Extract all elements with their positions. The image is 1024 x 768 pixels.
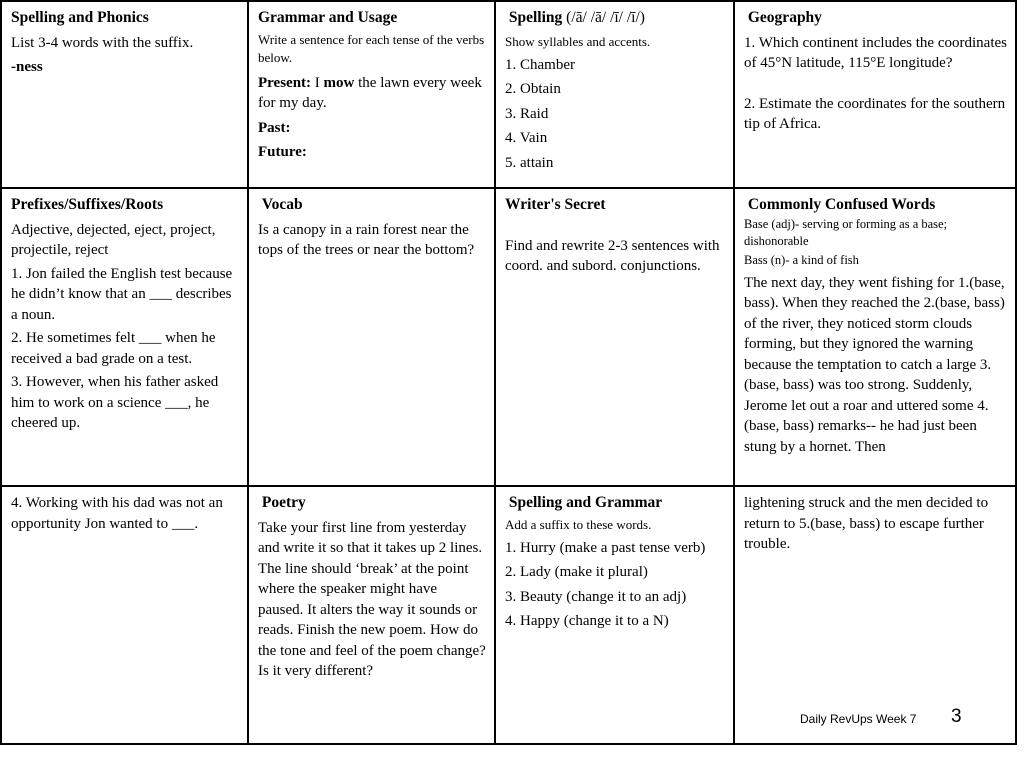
cell-title	[744, 8, 1009, 29]
present-verb: mow	[323, 74, 355, 91]
spelling-word: 5. attain	[505, 154, 554, 171]
instruction-text: Show syllables and accents.	[505, 33, 651, 49]
cell-title: Writer's Secret	[505, 196, 606, 213]
cell-title: Prefixes/Suffixes/Roots	[11, 196, 164, 213]
exercise-item: 1. Hurry (make a past tense verb)	[505, 539, 706, 556]
past-label: Past:	[258, 119, 291, 136]
suffix-text: -ness	[11, 59, 43, 75]
page-number: 3	[951, 706, 962, 727]
spelling-sounds: (/ā/ /ā/ /ī/ /ī/)	[562, 9, 645, 26]
sentence-item: 2. He sometimes felt ___ when he received a bad grade on a test.	[11, 330, 216, 367]
poetry-title: Poetry	[261, 494, 306, 511]
exercise-item: 4. Happy (change it to a N)	[505, 613, 669, 629]
spelling-word: 4. Vain	[505, 130, 548, 146]
confused-title: Commonly Confused Words	[747, 196, 936, 213]
spelling-grammar-title: Spelling and Grammar	[508, 494, 663, 511]
present-line	[258, 73, 486, 114]
definition-text: Bass (n)- a kind of fish	[744, 252, 859, 267]
spelling-title: Spelling	[508, 9, 563, 26]
cell-title	[505, 493, 725, 514]
present-text-post: the lawn every week for my day.	[258, 74, 482, 111]
instruction-text: List 3-4 words with the suffix.	[11, 34, 194, 51]
prefixes-suffixes-roots-cell	[2, 189, 247, 485]
sentence-item: 3. However, when his father asked him to work on a science ___, he cheered up.	[11, 374, 219, 431]
present-text-pre: I	[311, 74, 324, 91]
instruction-text: Add a suffix to these words.	[505, 516, 652, 532]
grammar-usage-cell	[249, 2, 494, 187]
passage-text: lightening struck and the men decided to return to 5.(base, bass) to escape further trouble.	[744, 495, 989, 552]
commonly-confused-words-cell	[735, 189, 1017, 485]
spelling-phonics-cell	[2, 2, 247, 187]
future-label: Future:	[258, 144, 307, 160]
geography-title: Geography	[747, 9, 822, 26]
footer-label: Daily RevUps Week 7	[800, 712, 917, 726]
instruction-text: Write a sentence for each tense of the verbs below.	[258, 31, 485, 65]
cell-title: Spelling and Phonics	[11, 9, 149, 26]
exercise-item: 3. Beauty (change it to an adj)	[505, 588, 687, 605]
present-label: Present:	[258, 74, 312, 91]
geography-cell	[735, 2, 1017, 187]
cell-title: Grammar and Usage	[258, 9, 398, 26]
vocab-cell	[249, 189, 494, 485]
vocab-title: Vocab	[261, 196, 303, 213]
question-text: 2. Estimate the coordinates for the southern tip of Africa.	[744, 95, 1006, 132]
poetry-cell	[249, 487, 494, 745]
word-list: Adjective, dejected, eject, project, projectile, reject	[11, 221, 216, 258]
cell-title	[258, 195, 486, 216]
instruction-text: Find and rewrite 2-3 sentences with coord. and subord. conjunctions.	[505, 237, 720, 274]
sentence-item: 4. Working with his dad was not an opportunity Jon wanted to ___.	[11, 495, 223, 532]
confused-words-continued-cell	[735, 487, 1017, 745]
spelling-word: 1. Chamber	[505, 56, 575, 73]
spelling-grammar-cell	[496, 487, 733, 745]
instruction-text: Take your first line from yesterday and write it so that it takes up 2 lines. The line should ‘break’ at the point where the speaker might have paused. It alters the way it sounds or reads. Finish the new poem. How do the tone and feel of the poem change? Is it very different?	[258, 519, 486, 679]
spelling-cell	[496, 2, 733, 187]
cell-title	[505, 8, 725, 29]
exercise-item: 2. Lady (make it plural)	[505, 564, 648, 580]
passage-text: The next day, they went fishing for 1.(base, bass). When they reached the 2.(base, bass) of the river, they noticed storm clouds forming, but they ignored the warning because the temptation to catch a large 3.(base, bass) was too strong. Suddenly, Jerome let out a roar and uttered some 4.(base, bass) remarks-- he had just been stung by a hornet. Then	[744, 274, 1005, 455]
spelling-word: 2. Obtain	[505, 81, 561, 97]
prefixes-continued-cell	[2, 487, 247, 745]
question-text: 1. Which continent includes the coordinates of 45°N latitude, 115°E longitude?	[744, 34, 1007, 71]
writers-secret-cell	[496, 189, 733, 485]
cell-title	[258, 493, 486, 514]
question-text: Is a canopy in a rain forest near the tops of the trees or near the bottom?	[258, 221, 475, 258]
cell-title	[744, 195, 1009, 216]
spelling-word: 3. Raid	[505, 105, 549, 122]
sentence-item: 1. Jon failed the English test because he didn’t know that an ___ describes a noun.	[11, 265, 233, 323]
definition-text: Base (adj)- serving or forming as a base; dishonorable	[744, 216, 948, 248]
